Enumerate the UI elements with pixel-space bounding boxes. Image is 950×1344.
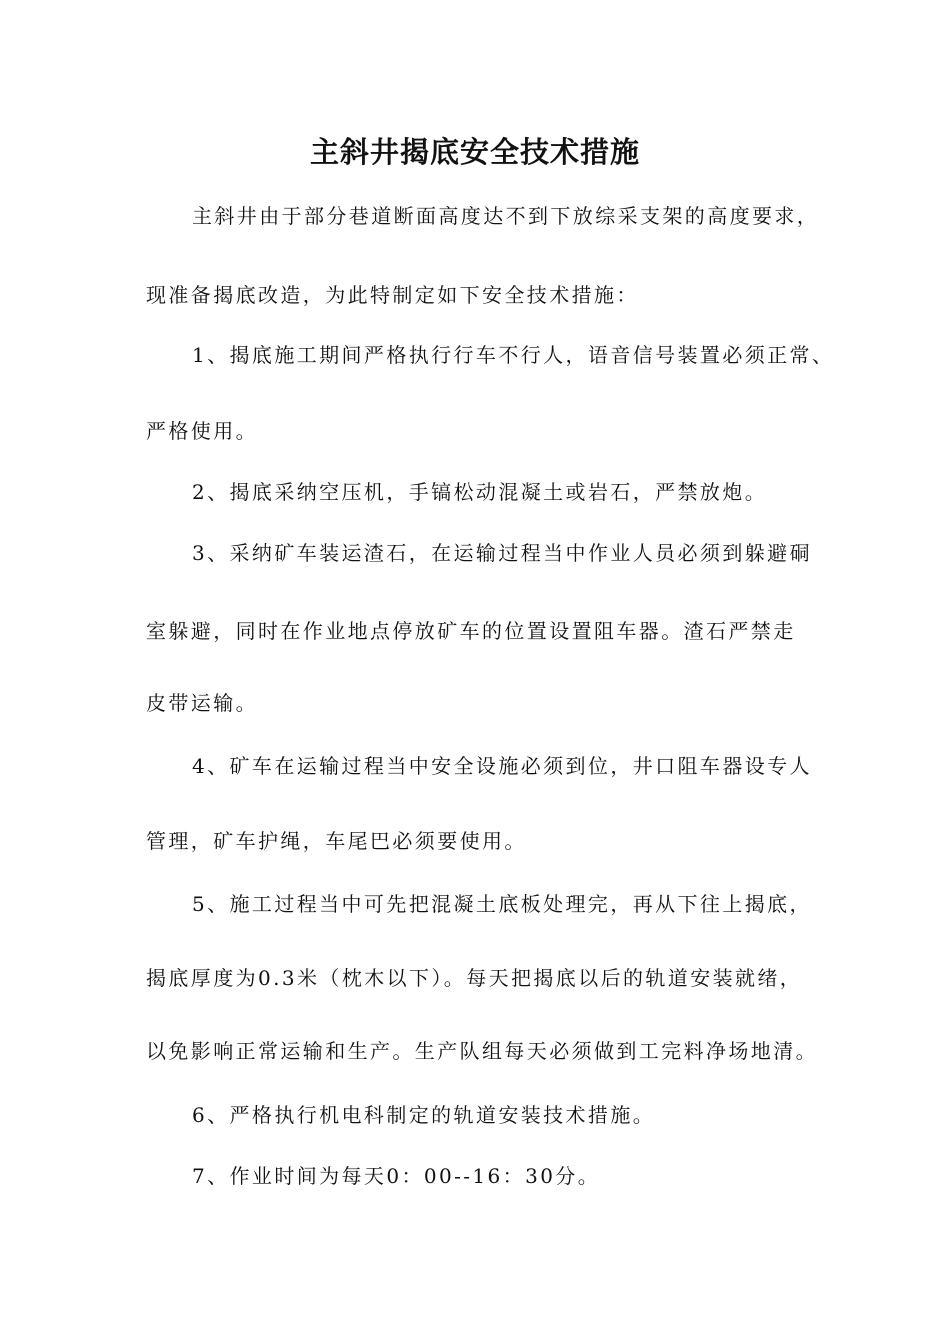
item-1-line-2: 严格使用。	[146, 419, 258, 443]
item-3-line-2: 室躲避，同时在作业地点停放矿车的位置设置阻车器。渣石严禁走	[146, 619, 796, 643]
paragraph-intro-line-1: 主斜井由于部分巷道断面高度达不到下放综采支架的高度要求，	[192, 204, 820, 228]
item-4-line-2: 管理，矿车护绳，车尾巴必须要使用。	[146, 829, 527, 853]
item-4-line-1: 4、矿车在运输过程当中安全设施必须到位，井口阻车器设专人	[192, 754, 812, 778]
item-2-line-1: 2、揭底采纳空压机，手镐松动混凝土或岩石，严禁放炮。	[192, 480, 768, 504]
item-1-line-1: 1、揭底施工期间严格执行行车不行人，语音信号装置必须正常、	[192, 343, 835, 367]
item-5-line-1: 5、施工过程当中可先把混凝土底板处理完，再从下往上揭底，	[192, 892, 812, 916]
item-7-line-1: 7、作业时间为每天0：00--16：30分。	[192, 1164, 601, 1188]
item-5-line-2: 揭底厚度为0.3米（枕木以下）。每天把揭底以后的轨道安装就绪，	[146, 966, 803, 990]
item-3-line-3: 皮带运输。	[146, 691, 258, 715]
paragraph-intro-line-2: 现准备揭底改造，为此特制定如下安全技术措施：	[146, 283, 639, 307]
item-6-line-1: 6、严格执行机电科制定的轨道安装技术措施。	[192, 1103, 656, 1127]
item-5-line-3: 以免影响正常运输和生产。生产队组每天必须做到工完料净场地清。	[146, 1039, 818, 1063]
item-3-line-1: 3、采纳矿车装运渣石，在运输过程当中作业人员必须到躲避硐	[192, 541, 812, 565]
document-title: 主斜井揭底安全技术措施	[309, 135, 640, 169]
